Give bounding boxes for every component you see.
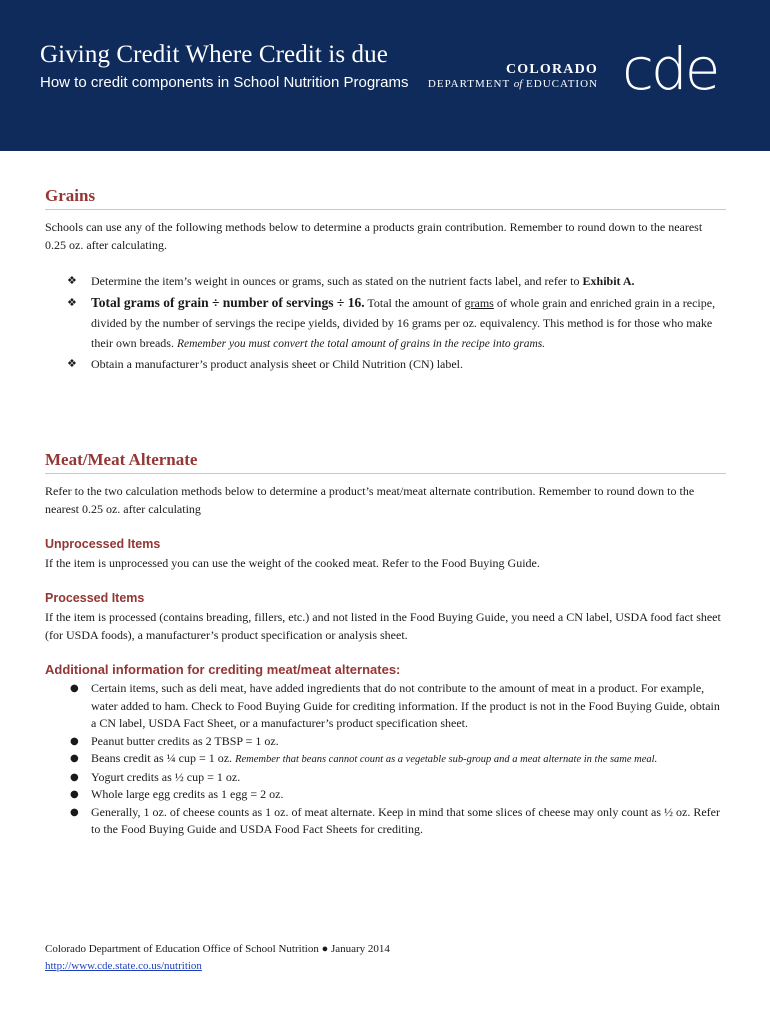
meat-info-beans-note: Remember that beans cannot count as a vegetable sub-group and a meat alternate in the same meal.: [235, 754, 658, 765]
meat-info-deli: Certain items, such as deli meat, have added ingredients that do not contribute to the amount of meat in a product. For example, water added to ham. Check to Food Buying Guide for crediting information. If the product is not in the Food Buying Guide, obtain a CN label, USDA Fact Sheet, or a manufacturer’s product specification sheet.: [91, 681, 720, 730]
document-title: Giving Credit Where Credit is due: [40, 41, 388, 68]
unprocessed-heading: Unprocessed Items: [45, 537, 161, 551]
meat-info-cheese: Generally, 1 oz. of cheese counts as 1 oz. of meat alternate. Keep in mind that some slices of cheese may only count as ½ oz. Refer to the Food Buying Guide and USDA Food Fact Sheets for crediting.: [91, 804, 720, 836]
grains-method-2-note: Remember you must convert the total amount of grains in the recipe into grams.: [176, 338, 546, 350]
dot-bullet-icon: ●: [70, 735, 79, 747]
meat-info-egg: Whole large egg credits as 1 egg = 2 oz.: [91, 787, 284, 801]
list-item: [67, 804, 727, 839]
list-item: [67, 680, 727, 733]
processed-heading: Processed Items: [45, 591, 145, 605]
dot-bullet-icon: ●: [70, 753, 79, 764]
dot-bullet-icon: ●: [70, 683, 79, 694]
processed-text: If the item is processed (contains breading, fillers, etc.) and not listed in the Food Buying Guide, you need a CN label, USDA food fact sheet (for USDA foods), a manufacturer’s product specification or analysis sheet.: [45, 610, 721, 642]
cde-logo: [427, 35, 748, 103]
dot-bullet-icon: ●: [70, 806, 79, 818]
meat-intro: Refer to the two calculation methods below to determine a product’s meat/meat alternate contribution. Remember to round down to the nearest 0.25 oz. after calculating: [45, 484, 695, 516]
dot-bullet-icon: ●: [70, 771, 79, 783]
diamond-bullet-icon: ❖: [67, 274, 77, 287]
list-item: [67, 293, 727, 354]
footer: [45, 941, 390, 975]
grains-method-1-text: Determine the item’s weight in ounces or grams, such as stated on the nutrient facts label, and refer to: [91, 274, 583, 288]
nutrition-website-link[interactable]: http://www.cde.state.co.us/nutrition: [45, 960, 202, 972]
meat-info-yogurt: Yogurt credits as ½ cup = 1 oz.: [91, 769, 241, 784]
logo-department-text: [428, 78, 598, 90]
list-item: [67, 769, 727, 787]
list-item: [67, 733, 727, 751]
additional-info-heading: Additional information for crediting meat/meat alternates:: [45, 662, 401, 677]
grains-formula: Total grams of grain ÷ number of servings ÷ 16.: [91, 295, 365, 310]
meat-crediting-list: [67, 680, 727, 839]
unprocessed-text: If the item is unprocessed you can use the weight of the cooked meat. Refer to the Food Buying Guide.: [45, 556, 540, 570]
footer-credit: Colorado Department of Education Office of School Nutrition ● January 2014: [45, 943, 390, 955]
grains-method-2-pre: Total the amount of: [364, 296, 465, 310]
logo-colorado-text: COLORADO: [505, 62, 598, 77]
meat-info-peanut-butter: Peanut butter credits as 2 TBSP = 1 oz.: [91, 733, 279, 748]
document-subtitle: How to credit components in School Nutrition Programs: [40, 74, 409, 91]
list-item: [67, 354, 727, 374]
list-item: [67, 750, 727, 769]
diamond-bullet-icon: ❖: [67, 296, 77, 309]
logo-dept-word: DEPARTMENT: [427, 78, 510, 90]
logo-cde-mark: cde: [622, 35, 718, 103]
logo-of-word: of: [513, 78, 523, 90]
meat-info-beans: Beans credit as ¼ cup = 1 oz.: [91, 751, 236, 765]
exhibit-a-reference: Exhibit A.: [582, 274, 635, 288]
grains-method-3-text: Obtain a manufacturer’s product analysis sheet or Child Nutrition (CN) label.: [91, 357, 464, 371]
dot-bullet-icon: ●: [70, 789, 79, 800]
meat-heading: Meat/Meat Alternate: [45, 450, 726, 474]
grains-method-2-post: of whole grain and enriched grain in a recipe, divided by the number of servings the recipe yields, divided by 16 grams per oz. equivalency. This method is for those who make their own breads.: [91, 296, 716, 350]
list-item: [67, 271, 727, 291]
grams-underlined: grams: [464, 296, 494, 310]
grains-heading: Grains: [45, 186, 726, 210]
logo-education-word: EDUCATION: [526, 78, 598, 90]
list-item: [67, 786, 727, 804]
grains-methods-list: [67, 271, 727, 374]
grains-intro: Schools can use any of the following methods below to determine a products grain contribution. Remember to round down to the nearest 0.25 oz. after calculating.: [45, 220, 703, 252]
diamond-bullet-icon: ❖: [67, 357, 77, 370]
header-banner: [0, 0, 770, 151]
